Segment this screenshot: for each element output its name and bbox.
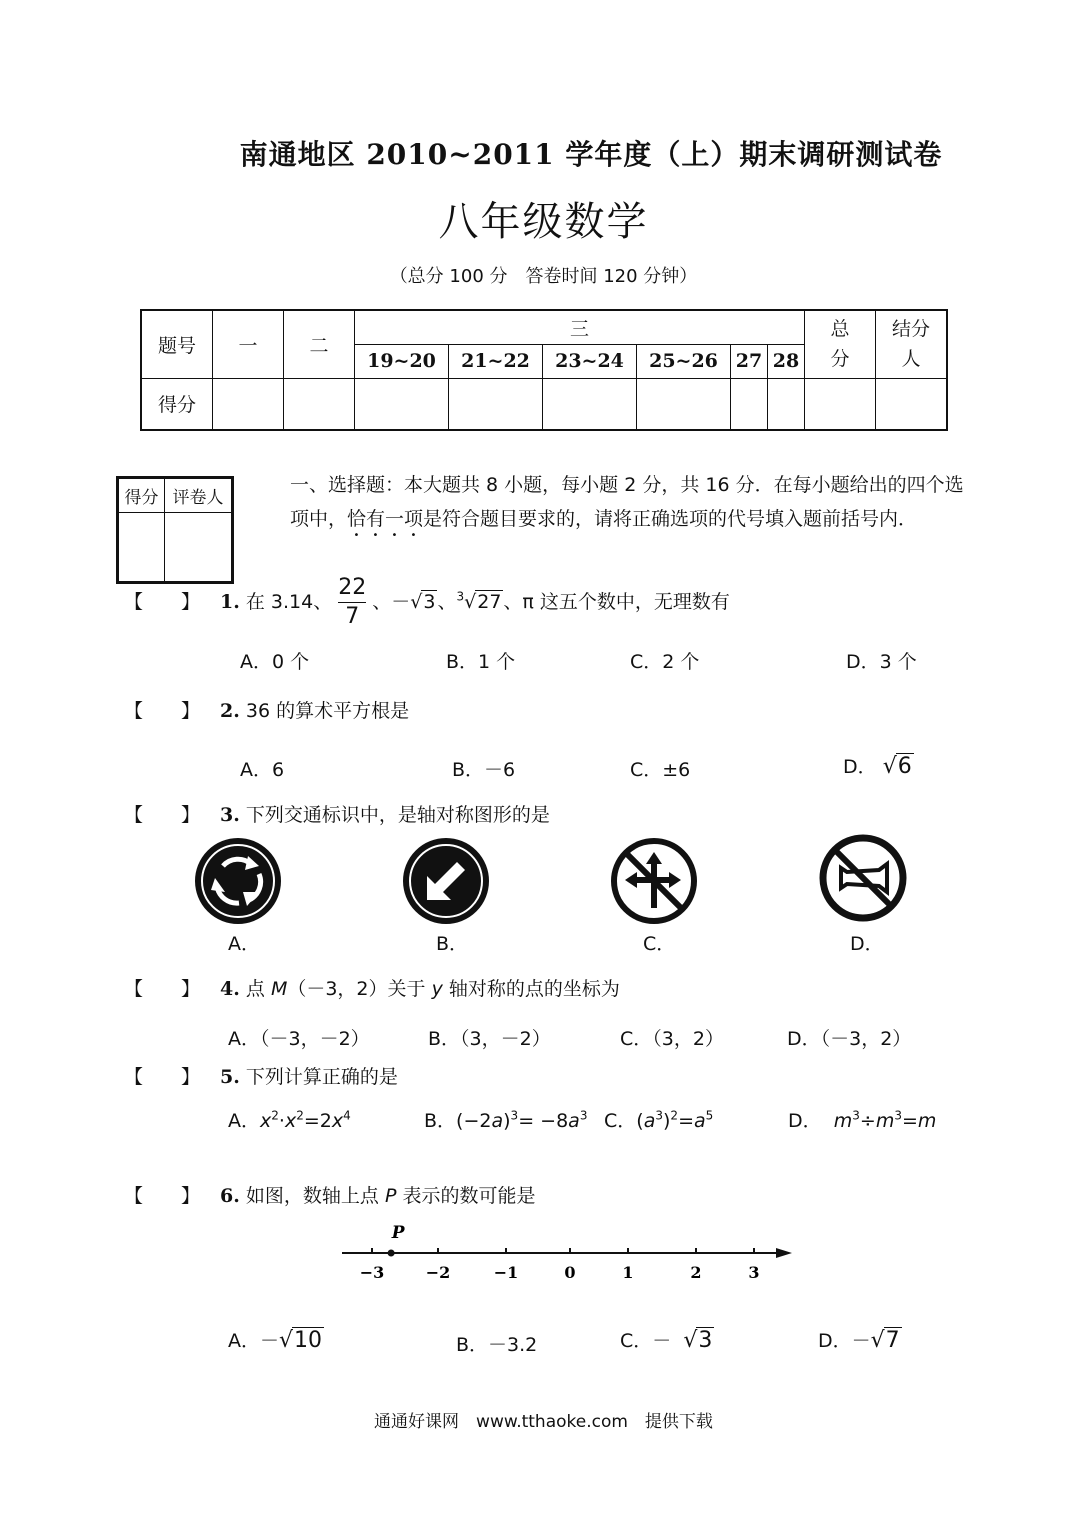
option-c[interactable]: C．－ √3	[620, 1328, 713, 1353]
option-a[interactable]: A．0 个	[240, 651, 310, 673]
option-b[interactable]: B．（3，－2）	[428, 1028, 551, 1050]
sub-col-header: 21~22	[449, 344, 543, 378]
row-header-label: 题号	[141, 310, 213, 378]
footer: 通通好课网 www.tthaoke.com 提供下载	[374, 1412, 713, 1432]
subject-title: 八年级数学	[438, 199, 649, 245]
option-a[interactable]: A．－√10	[228, 1328, 323, 1353]
number-line-tick-label: −2	[425, 1263, 451, 1282]
roundabout-sign-icon	[193, 836, 283, 926]
number-line-tick-label: 2	[690, 1263, 702, 1282]
option-a[interactable]: A．$x^2\cdot x^2=2x^4$	[228, 1108, 351, 1132]
option-b[interactable]: B．	[436, 933, 469, 955]
score-cell[interactable]	[805, 378, 876, 430]
number-line-tick-label: 0	[564, 1263, 576, 1282]
number-line-tick-label: 3	[748, 1263, 760, 1282]
section-instructions: 一、选择题：本大题共 8 小题，每小题 2 分，共 16 分．在每小题给出的四个选项中，恰有一项是符合题目要求的，请将正确选项的代号填入题前括号内．	[290, 474, 964, 530]
score-cell[interactable]	[449, 378, 543, 430]
exam-note: （总分 100 分 答卷时间 120 分钟）	[389, 266, 698, 287]
score-cell[interactable]	[637, 378, 731, 430]
section-score-box	[116, 476, 234, 584]
sub-col-header: 28	[767, 344, 804, 378]
no-left-turn-sign-icon	[609, 836, 699, 926]
grader-cell[interactable]	[164, 513, 231, 582]
score-table	[140, 309, 948, 431]
question-6: 【 】 6. 如图，数轴上点 P 表示的数可能是	[124, 1185, 536, 1207]
point-p-label: P	[391, 1223, 405, 1243]
option-c[interactable]: C．（3，2）	[620, 1028, 724, 1050]
option-a[interactable]: A．（－3，－2）	[228, 1028, 370, 1050]
point-p-marker	[388, 1250, 395, 1257]
score-cell[interactable]	[355, 378, 449, 430]
keep-left-sign-icon	[401, 836, 491, 926]
sub-col-header: 19~20	[355, 344, 449, 378]
option-d[interactable]: D．3 个	[846, 651, 917, 673]
number-line-tick-label: −1	[493, 1263, 519, 1282]
option-b[interactable]: B．－6	[452, 759, 516, 781]
question-4: 【 】 4. 点 M（－3，2）关于 y 轴对称的点的坐标为	[124, 978, 620, 1000]
question-5: 【 】 5. 下列计算正确的是	[124, 1066, 398, 1088]
option-c[interactable]: C．	[643, 933, 676, 955]
option-c[interactable]: C．2 个	[630, 651, 700, 673]
col-1-header: 一	[213, 310, 284, 378]
option-b[interactable]: B．－3.2	[456, 1334, 538, 1356]
option-d[interactable]: D．	[850, 933, 884, 955]
option-c[interactable]: C．$(a^3)^2=a^5$	[604, 1108, 714, 1132]
option-c[interactable]: C．±6	[630, 759, 691, 781]
sub-col-header: 27	[731, 344, 768, 378]
score-row-label: 得分	[141, 378, 213, 430]
sub-col-header: 25~26	[637, 344, 731, 378]
no-horn-sign-icon	[817, 832, 909, 924]
score-cell[interactable]	[876, 378, 948, 430]
col-3-header: 三	[355, 310, 805, 344]
option-a[interactable]: A．	[228, 933, 260, 955]
score-cell[interactable]	[119, 513, 165, 582]
total-header: 总 分	[805, 310, 876, 378]
score-cell[interactable]	[767, 378, 804, 430]
score-cell[interactable]	[731, 378, 768, 430]
question-2: 【 】 2. 36 的算术平方根是	[124, 700, 410, 722]
option-d[interactable]: D．－√7	[818, 1328, 900, 1353]
grader-label: 评卷人	[164, 479, 231, 513]
question-1: 【 】 1. 在 3.14、 $\frac{22}{7}$ 、－√3 、$^3$√27 、π 这五个数中，无理数有	[124, 575, 730, 629]
col-2-header: 二	[284, 310, 355, 378]
option-b[interactable]: B．1 个	[446, 651, 516, 673]
number-line	[330, 1218, 810, 1288]
score-cell[interactable]	[284, 378, 355, 430]
number-line-tick-label: −3	[359, 1263, 385, 1282]
emphasis-text: 恰有一项	[347, 508, 424, 530]
score-label: 得分	[119, 479, 165, 513]
option-a[interactable]: A．6	[240, 759, 285, 781]
option-d[interactable]: D． √6	[843, 754, 912, 779]
number-line-tick-label: 1	[622, 1263, 634, 1282]
question-3: 【 】 3. 下列交通标识中，是轴对称图形的是	[124, 804, 550, 826]
exam-title: 南通地区 2010~2011 学年度（上）期末调研测试卷	[239, 138, 943, 171]
score-cell[interactable]	[213, 378, 284, 430]
option-d[interactable]: D． $m^3\div m^3=m$	[788, 1108, 937, 1132]
grader-header: 结分 人	[876, 310, 948, 378]
score-cell[interactable]	[543, 378, 637, 430]
sub-col-header: 23~24	[543, 344, 637, 378]
option-b[interactable]: B．$(-2a)^3= -8a^3$	[424, 1108, 588, 1132]
fraction: $\frac{22}{7}$	[338, 575, 367, 629]
option-d[interactable]: D．（－3，2）	[787, 1028, 912, 1050]
